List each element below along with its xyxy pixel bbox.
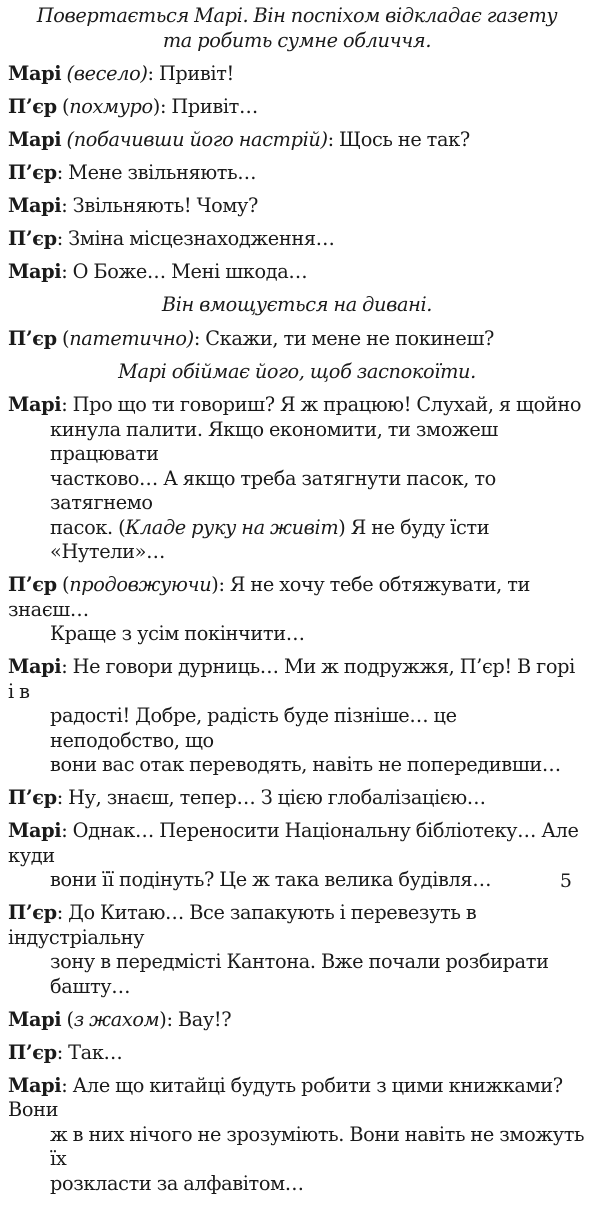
dialogue-text: ж в них нічого не зрозуміють. Вони навіть не зможуть їх bbox=[50, 1122, 585, 1170]
dialogue-text: : Однак… Переносити Національну бібліотеку… Але куди bbox=[8, 819, 579, 867]
direction-line: та робить сумне обличчя. bbox=[162, 28, 432, 52]
dialogue-line bbox=[8, 161, 586, 186]
speaker-name: Марі bbox=[8, 1007, 62, 1031]
speaker-name: П’єр bbox=[8, 95, 57, 118]
dialogue-line bbox=[8, 819, 586, 893]
direction-line: Марі обіймає його, щоб заспокоїти. bbox=[118, 359, 476, 383]
speaker-name: Марі bbox=[8, 819, 62, 842]
dialogue-text: : Так… bbox=[56, 1040, 123, 1064]
stage-note: (побачивши його настрій) bbox=[66, 128, 328, 151]
dialogue-line bbox=[8, 128, 586, 153]
dialogue-line bbox=[8, 393, 586, 565]
speaker-name: П’єр bbox=[8, 227, 57, 250]
speaker-name: Марі bbox=[8, 128, 62, 151]
dialogue-line bbox=[8, 901, 586, 999]
dialogue-line: П’єр (похмуро): Привіт… bbox=[8, 95, 258, 118]
page-number: 5 bbox=[559, 870, 572, 892]
dialogue-text: : Про що ти говориш? Я ж працюю! Слухай, я щойно bbox=[61, 393, 582, 416]
dialogue-text: зону в передмісті Кантона. Вже почали розбирати башту… bbox=[50, 950, 549, 998]
dialogue-line bbox=[8, 260, 586, 285]
stage-direction bbox=[8, 360, 586, 385]
dialogue-text: кинула палити. Якщо економити, ти зможеш працювати bbox=[50, 417, 498, 465]
speaker-name: П’єр bbox=[8, 573, 57, 596]
stage-note: продовжуючи bbox=[69, 573, 212, 596]
dialogue-text: : Ну, знаєш, тепер… З цією глобалізацією… bbox=[56, 786, 486, 809]
stage-note: (весело) bbox=[66, 62, 148, 85]
speaker-name: Марі bbox=[8, 260, 62, 283]
dialogue-line: П’єр (патетично): Скажи, ти мене не покинеш? bbox=[8, 326, 495, 350]
dialogue-line bbox=[8, 1074, 586, 1197]
stage-note: патетично) bbox=[69, 326, 194, 350]
dialogue-text: : Звільняють! Чому? bbox=[61, 194, 259, 217]
dialogue-text: ): Я не хочу тебе обтяжувати, ти знаєш… bbox=[8, 573, 531, 621]
dialogue-line bbox=[8, 655, 586, 778]
dialogue-text: : Щось не так? bbox=[327, 128, 470, 151]
dialogue-text: вони її подінуть? Це ж така велика будівля… bbox=[50, 868, 492, 891]
dialogue-text: ): Вау!? bbox=[159, 1007, 232, 1031]
dialogue-text: радості! Добре, радість буде пізніше… це неподобство, що bbox=[50, 704, 457, 752]
script-page bbox=[8, 4, 586, 1205]
dialogue-text: : Мене звільняють… bbox=[56, 161, 257, 184]
dialogue-text: : Зміна місцезнаходження… bbox=[56, 227, 335, 250]
speaker-name: Марі bbox=[8, 393, 62, 416]
dialogue-text: пасок. (Кладе руку на живіт) Я не буду їсти «Нутели»… bbox=[50, 515, 490, 563]
stage-note: з жахом bbox=[73, 1007, 160, 1031]
speaker-name: Марі bbox=[8, 655, 62, 678]
stage-note: Кладе руку на живіт bbox=[125, 515, 339, 539]
speaker-name: Марі bbox=[8, 1073, 62, 1097]
stage-direction bbox=[8, 4, 586, 53]
dialogue-text: : О Боже… Мені шкода… bbox=[61, 260, 308, 283]
dialogue-line bbox=[8, 194, 586, 219]
dialogue-line bbox=[8, 62, 586, 87]
speaker-name: П’єр bbox=[8, 1040, 57, 1064]
direction-line: Він вмощується на дивані. bbox=[161, 293, 433, 316]
direction-line: Повертається Марі. Він поспіхом відкладає газету bbox=[36, 4, 558, 27]
dialogue-line bbox=[8, 227, 586, 252]
speaker-name: П’єр bbox=[8, 326, 57, 350]
dialogue-text: : Скажи, ти мене не покинеш? bbox=[193, 326, 495, 350]
dialogue-line: П’єр (продовжуючи): Я не хочу тебе обтяжувати, ти знаєш… Краще з усім покінчити… bbox=[8, 573, 586, 647]
dialogue-text: : Але що китайці будуть робити з цими книжками? Вони bbox=[8, 1073, 563, 1121]
speaker-name: П’єр bbox=[8, 786, 57, 809]
dialogue-text: Краще з усім покінчити… bbox=[50, 622, 305, 645]
dialogue-text: : До Китаю… Все запакують і перевезуть в індустріальну bbox=[8, 901, 477, 949]
dialogue-text: : Не говори дурниць… Ми ж подружжя, П’єр! В горі і в bbox=[8, 655, 575, 703]
dialogue-line: Марі (з жахом): Вау!? bbox=[8, 1007, 232, 1031]
speaker-name: П’єр bbox=[8, 161, 57, 184]
stage-direction bbox=[8, 293, 586, 318]
dialogue-text: розкласти за алфавітом… bbox=[50, 1171, 304, 1195]
dialogue-line bbox=[8, 786, 586, 811]
speaker-name: Марі bbox=[8, 62, 62, 85]
dialogue-line bbox=[8, 1041, 586, 1066]
dialogue-text: : Привіт! bbox=[147, 62, 234, 85]
speaker-name: П’єр bbox=[8, 901, 57, 924]
speaker-name: Марі bbox=[8, 194, 62, 217]
dialogue-text: частково… А якщо треба затягнути пасок, то затягнемо bbox=[50, 466, 496, 514]
dialogue-text: ): Привіт… bbox=[152, 95, 258, 118]
stage-note: похмуро bbox=[69, 95, 153, 118]
dialogue-text: вони вас отак переводять, навіть не попередивши… bbox=[50, 753, 561, 776]
